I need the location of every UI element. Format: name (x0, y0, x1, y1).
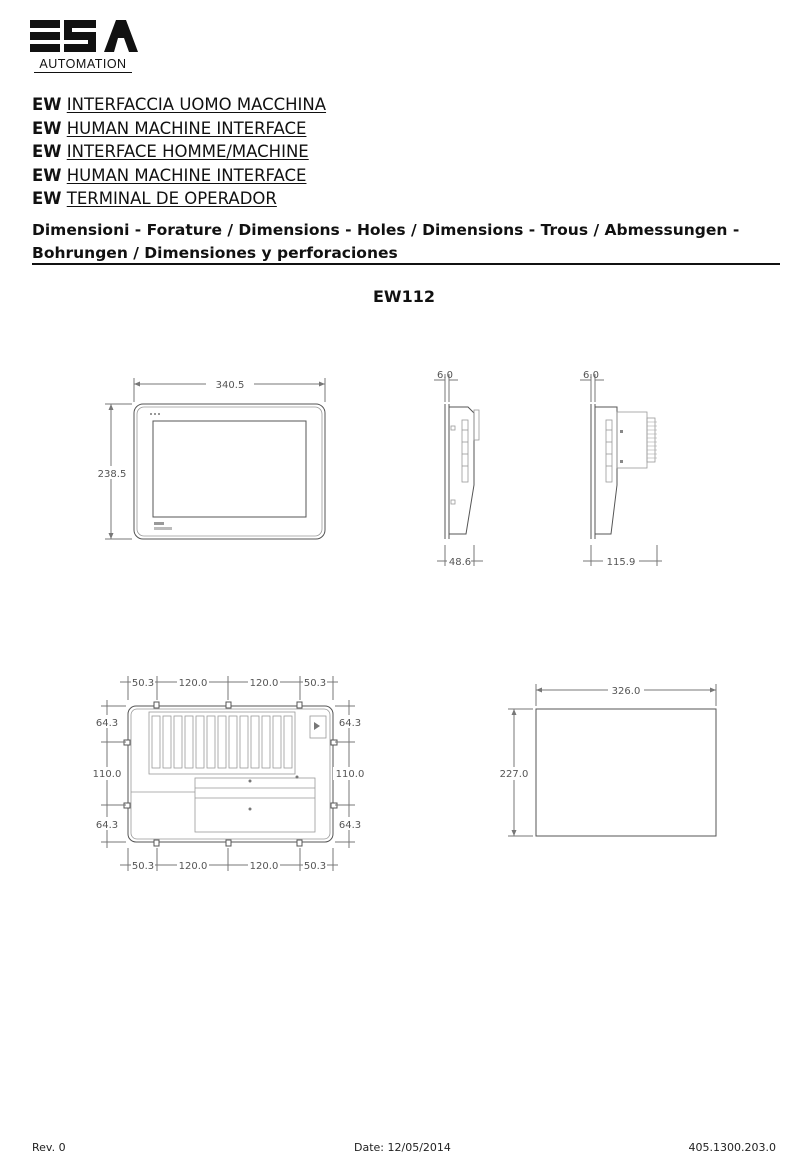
footer-revision: Rev. 0 (32, 1141, 66, 1154)
title-text: HUMAN MACHINE INTERFACE (66, 118, 307, 138)
title-text: HUMAN MACHINE INTERFACE (66, 165, 307, 185)
title-prefix: EW (32, 165, 62, 185)
dim-rear-right-2: 110.0 (335, 769, 365, 780)
dim-rear-left-2: 110.0 (92, 769, 122, 780)
dim-rear-bottom-4: 50.3 (303, 861, 327, 872)
dim-rear-top-3: 120.0 (249, 678, 279, 689)
title-text: INTERFACCIA UOMO MACCHINA (66, 95, 327, 114)
dim-side-b-depth: 115.9 (606, 557, 636, 568)
footer-document-code: 405.1300.203.0 (688, 1141, 776, 1154)
side-view-a (434, 370, 483, 568)
dim-rear-top-4: 50.3 (303, 678, 327, 689)
dim-rear-top-2: 120.0 (178, 678, 208, 689)
title-prefix: EW (32, 95, 62, 114)
dim-rear-right-3: 64.3 (338, 820, 362, 831)
side-view-b (580, 370, 662, 568)
title-prefix: EW (32, 118, 62, 138)
panel-cutout (497, 683, 716, 836)
title-text: TERMINAL DE OPERADOR (66, 189, 277, 208)
dim-side-b-top: 6.0 (583, 370, 599, 381)
dim-front-height: 238.5 (97, 469, 127, 480)
front-view (94, 377, 325, 539)
section-heading: Dimensioni - Forature / Dimensions - Holes / Dimensions - Trous / Abmessungen - Bohrungen / Dimensiones y perforaciones (32, 221, 740, 262)
footer-date: Date: 12/05/2014 (354, 1141, 451, 1154)
logo-subtitle: AUTOMATION (34, 57, 132, 73)
title-prefix: EW (32, 142, 62, 161)
model-name: EW112 (373, 287, 435, 306)
dim-cutout-height: 227.0 (499, 769, 529, 780)
dim-rear-left-3: 64.3 (95, 820, 119, 831)
dim-rear-left-1: 64.3 (95, 718, 119, 729)
dim-rear-bottom-3: 120.0 (249, 861, 279, 872)
dim-rear-bottom-1: 50.3 (131, 861, 155, 872)
dim-rear-bottom-2: 120.0 (178, 861, 208, 872)
dim-rear-right-1: 64.3 (338, 718, 362, 729)
dim-front-width: 340.5 (215, 380, 245, 391)
dim-cutout-width: 326.0 (611, 686, 641, 697)
dim-rear-top-1: 50.3 (131, 678, 155, 689)
dim-side-a-depth: 48.6 (448, 557, 472, 568)
title-prefix: EW (32, 189, 62, 208)
title-text: INTERFACE HOMME/MACHINE (66, 142, 309, 161)
rear-view (90, 675, 367, 872)
dim-side-a-top: 6.0 (437, 370, 453, 381)
